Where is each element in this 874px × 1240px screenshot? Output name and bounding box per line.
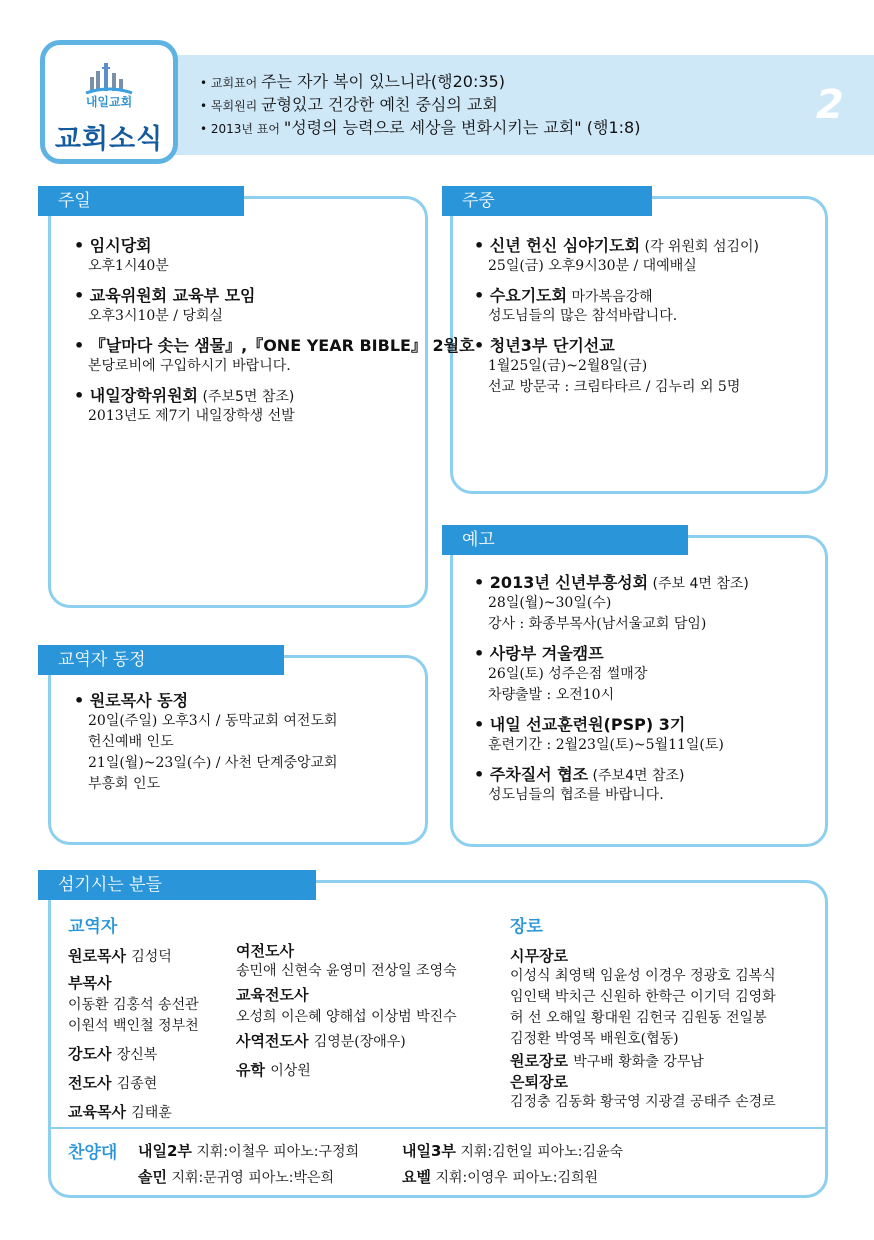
pastor-label: 교역자 동정 — [38, 645, 284, 675]
retired-elder-title: 은퇴장로 — [510, 1073, 568, 1091]
choir-row: 요벨 지휘:이영우 피아노:김희원 — [402, 1168, 599, 1186]
assoc-pastor-names: 이원석 백인철 정부천 — [68, 1018, 199, 1034]
lecturer: 강도사 장신복 — [68, 1045, 158, 1063]
retired-elder-names: 김정충 김동화 황국영 지광결 공태주 손경로 — [510, 1094, 776, 1110]
elder-heading: 장로 — [510, 917, 543, 937]
elders-col — [510, 912, 776, 1113]
choir-row: 내일2부 지휘:이철우 피아노:구정희 — [138, 1142, 360, 1160]
choir-row: 솔민 지휘:문귀영 피아노:박은희 — [138, 1168, 335, 1186]
list-item: • 내일장학위원회 (주보5면 참조) 2013년도 제7기 내일장학생 선발 — [74, 383, 475, 427]
page-title: 교회소식 — [54, 124, 164, 155]
list-item: • 임시당회 오후1시40분 — [74, 233, 475, 277]
female-evangelist-title: 여전도사 — [236, 942, 294, 960]
weekday-label: 주중 — [442, 186, 652, 216]
study-abroad: 유학 이상원 — [236, 1061, 311, 1079]
clergy-heading: 교역자 — [68, 917, 118, 937]
list-item: • 청년3부 단기선교 1월25일(금)~2월8일(금) 선교 방문국 : 크림타타르 / 김누리 외 5명 — [474, 333, 759, 398]
header-mottos — [200, 70, 800, 139]
active-elder-names: 이성식 최영택 임윤성 이경우 정광호 김복식 — [510, 968, 776, 984]
page-number: 2 — [816, 82, 844, 128]
list-item: • 2013년 신년부흥성회 (주보 4면 참조) 28일(월)~30일(수) 강사 : 화종부목사(남서울교회 담임) — [474, 570, 749, 635]
choir-heading: 찬양대 — [68, 1143, 118, 1163]
female-evangelist-names: 송민애 신현숙 윤영미 전상일 조영숙 — [236, 963, 457, 979]
notice-content — [474, 570, 749, 812]
staff-label: 섬기시는 분들 — [38, 870, 316, 900]
evangelist: 전도사 김종현 — [68, 1074, 158, 1092]
choir-row: 내일3부 지휘:김헌일 피아노:김윤숙 — [402, 1142, 624, 1160]
mission-evangelist: 사역전도사 김영분(장애우) — [236, 1032, 406, 1050]
clergy-col1 — [68, 912, 199, 1122]
active-elder-title: 시무장로 — [510, 947, 568, 965]
edu-evangelist-names: 오성희 이은혜 양해섭 이상범 박진수 — [236, 1009, 457, 1025]
active-elder-names: 허 선 오해일 황대원 김헌국 김원동 전일봉 — [510, 1010, 767, 1026]
list-item: • 수요기도회 마가복음강해 성도님들의 많은 참석바랍니다. — [474, 283, 759, 327]
active-elder-names: 임인택 박치근 신원하 한학근 이기덕 김영화 — [510, 989, 776, 1005]
list-item: • 주차질서 협조 (주보4면 참조) 성도님들의 협조를 바랍니다. — [474, 762, 749, 806]
pastor-content — [74, 688, 338, 801]
motto-line: • 목회원리 균형있고 건강한 예친 중심의 교회 — [200, 95, 498, 114]
list-item: • 원로목사 동정 20일(주일) 오후3시 / 동막교회 여전도회 헌신예배 인도 21일(월)~23일(수) / 사천 단계중앙교회 부흥회 인도 — [74, 688, 338, 795]
edu-evangelist-title: 교육전도사 — [236, 986, 309, 1004]
church-logo-box — [40, 40, 178, 164]
assoc-pastor-names: 이동환 김홍석 송선관 — [68, 997, 199, 1013]
sunday-label: 주일 — [38, 186, 244, 216]
list-item: • 『날마다 솟는 샘물』,『ONE YEAR BIBLE』 2월호 본당로비에 구입하시기 바랍니다. — [74, 333, 475, 377]
list-item: • 사랑부 겨울캠프 26일(토) 성주은점 썰매장 차량출발 : 오전10시 — [474, 641, 749, 706]
logo-church-name: 내일교회 — [85, 95, 133, 109]
list-item: • 교육위원회 교육부 모임 오후3시10분 / 당회실 — [74, 283, 475, 327]
weekday-content — [474, 233, 759, 404]
notice-label: 예고 — [442, 525, 688, 555]
clergy-col2 — [236, 940, 457, 1080]
assoc-pastor-title: 부목사 — [68, 974, 112, 992]
motto-line: • 2013년 표어 "성령의 능력으로 세상을 변화시키는 교회" (행1:8) — [200, 118, 641, 137]
motto-line: • 교회표어 주는 자가 복이 있느니라(행20:35) — [200, 72, 505, 91]
sunday-content — [74, 233, 475, 433]
list-item: • 신년 헌신 심야기도회 (각 위원회 섬김이) 25일(금) 오후9시30분 / 대예배실 — [474, 233, 759, 277]
list-item: • 내일 선교훈련원(PSP) 3기 훈련기간 : 2월23일(토)~5월11일(토) — [474, 712, 749, 756]
active-elder-names: 김정환 박영목 배원호(협동) — [510, 1031, 679, 1047]
choir-divider — [51, 1127, 825, 1129]
emeritus-elder: 원로장로 박구배 황화출 강무남 — [510, 1052, 704, 1070]
emeritus-pastor: 원로목사 김성덕 — [68, 947, 172, 965]
edu-pastor: 교육목사 김태훈 — [68, 1103, 172, 1121]
